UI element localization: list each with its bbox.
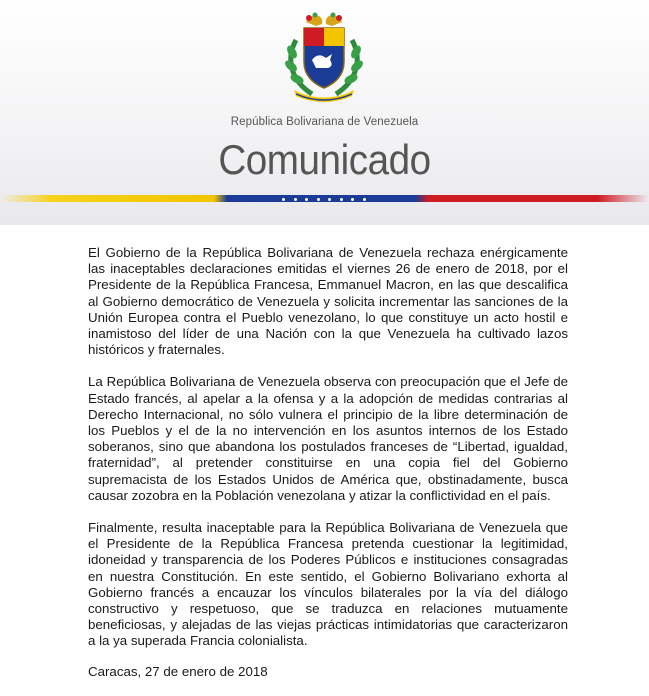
document-header bbox=[0, 0, 649, 225]
star-icon bbox=[294, 198, 297, 201]
paragraph: El Gobierno de la República Bolivariana de Venezuela rechaza enérgicamente las inaceptables declaraciones emitidas el viernes 26 de enero de 2018, por el Presidente de la República Francesa, Emmanuel Macron, en las que descalifica al Gobierno democrático de Venezuela y solicita incrementar las sanciones de la Unión Europea contra el Pueblo venezolano, lo que constituye un acto hostil e inamistoso del líder de una Nación con la que Venezuela ha cultivado lazos históricos y fraternales. bbox=[88, 245, 568, 358]
flag-stars bbox=[282, 197, 366, 201]
paragraph: Finalmente, resulta inaceptable para la República Bolivariana de Venezuela que el Presidente de la República Francesa pretenda cuestionar la legitimidad, idoneidad y transparencia de los Poderes Públicos e instituciones consagradas en nuestra Constitución. En este sentido, el Gobierno Bolivariano exhorta al Gobierno francés a encauzar los vínculos bilaterales por la vía del diálogo constructivo y respetuoso, que se traduzca en relaciones mutuamente beneficiosas, y alejadas de las viejas prácticas intimidatorias que caracterizaron a la ya superada Francia colonialista. bbox=[88, 520, 568, 649]
star-icon bbox=[363, 198, 366, 201]
star-icon bbox=[305, 198, 308, 201]
coat-of-arms-icon bbox=[282, 10, 366, 102]
star-icon bbox=[282, 198, 285, 201]
star-icon bbox=[317, 198, 320, 201]
star-icon bbox=[340, 198, 343, 201]
star-icon bbox=[351, 198, 354, 201]
government-name: República Bolivariana de Venezuela bbox=[230, 116, 419, 128]
communique-body bbox=[88, 245, 568, 696]
star-icon bbox=[328, 198, 331, 201]
page-title: Comunicado bbox=[218, 136, 431, 183]
date-signoff: Caracas, 27 de enero de 2018 bbox=[88, 663, 268, 679]
paragraph: La República Bolivariana de Venezuela observa con preocupación que el Jefe de Estado francés, al apelar a la ofensa y a la adopción de medidas contrarias al Derecho Internacional, no sólo vulnera el principio de la libre determinación de los Pueblos y el de la no intervención en los asuntos internos de los Estado soberanos, sino que abandona los postulados franceses de “Libertad, igualdad, fraternidad”, al pretender constituirse en una copia fiel del Gobierno supremacista de los Estados Unidos de América que, obstinadamente, busca causar zozobra en la Población venezolana y atizar la conflictividad en el país. bbox=[88, 374, 568, 503]
